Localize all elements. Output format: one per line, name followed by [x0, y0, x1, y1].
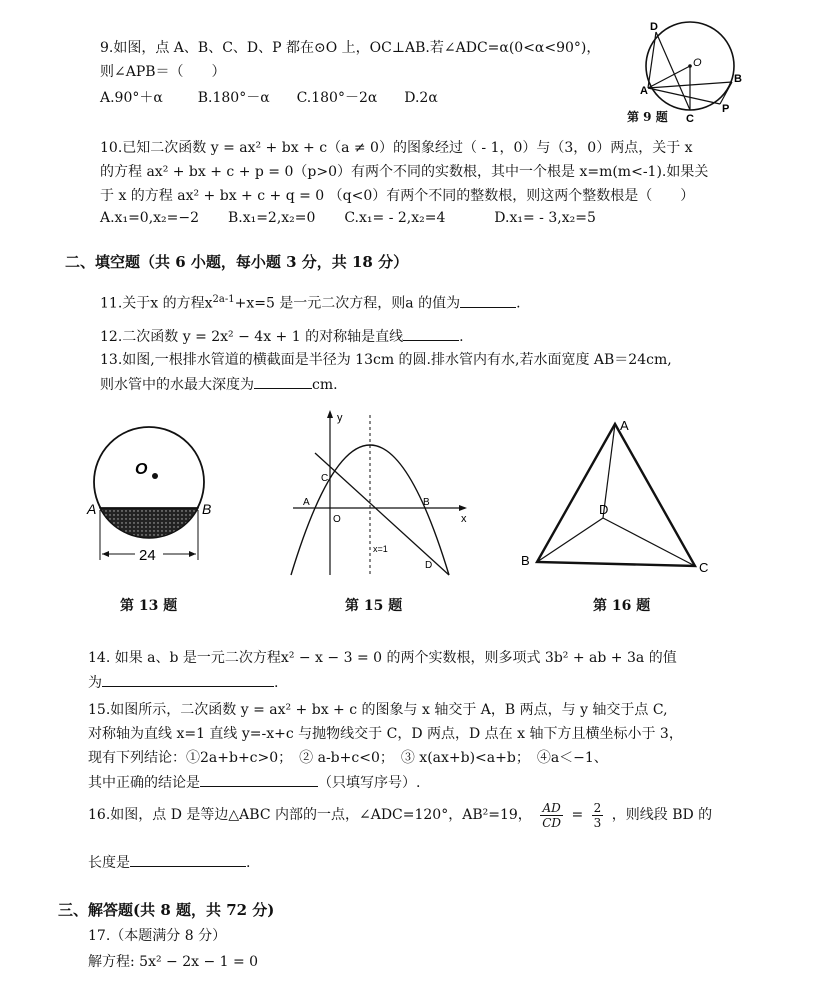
figure-15 [285, 405, 475, 580]
fig13-caption: 第 13 题 [120, 598, 178, 614]
q10-options [100, 208, 596, 228]
q15-line-4-prefix: 其中正确的结论是 [88, 775, 200, 791]
fig15-label-b: B [423, 497, 430, 508]
q11-end: . [516, 295, 521, 312]
q9-option-a: A.90°＋α [100, 90, 163, 106]
fig16-caption: 第 16 题 [593, 598, 651, 614]
q10-line-2: 的方程 ax² + bx + c + p = 0（p>0）有两个不同的实数根，其中一个根是 x=m(m<-1).如果关 [100, 164, 709, 180]
q15-line-4-suffix: （只填写序号）. [318, 775, 421, 791]
q14-end: . [274, 675, 279, 691]
q9-stem-1: 9.如图，点 A、B、C、D、P 都在⊙O 上，OC⊥AB.若∠ADC=α(0<α<90°)， [100, 40, 601, 56]
q11-suffix: +x=5 是一元二次方程，则a 的值为 [234, 295, 461, 312]
fig9-label-a: A [640, 85, 648, 97]
fig13-label-o: O [135, 461, 148, 478]
figure-13 [85, 410, 225, 575]
q16-frac-eq: = [571, 807, 584, 823]
q11-prefix: 11.关于x 的方程x [100, 295, 213, 312]
fig13-label-a: A [87, 501, 97, 517]
q14-line-2-prefix: 为 [88, 675, 102, 691]
q10-line-3: 于 x 的方程 ax² + bx + c + q = 0 （q<0）有两个不同的整数根，则这两个整数根是（ ） [100, 188, 695, 204]
q14-answer-blank[interactable] [102, 672, 274, 687]
figure-16 [515, 410, 715, 580]
q13-line-2 [100, 374, 338, 395]
section-3-title: 三、解答题(共 8 题，共 72 分) [58, 901, 275, 919]
q12-end: . [459, 329, 464, 345]
fig15-caption: 第 15 题 [345, 598, 403, 614]
q14-line-1: 14. 如果 a、b 是一元二次方程x² − x − 3 = 0 的两个实数根，则多项式 3b² + ab + 3a 的值 [88, 650, 677, 666]
q16-line-1 [88, 800, 712, 830]
fig13-label-b: B [202, 501, 212, 517]
q15-line-2: 对称轴为直线 x=1 直线 y=-x+c 与抛物线交于 C，D 两点，D 点在 x 轴下方且横坐标小于 3， [88, 726, 683, 742]
q16-frac-den: CD [542, 815, 562, 830]
q15-line-4 [88, 772, 420, 793]
fig15-label-d: D [425, 560, 433, 571]
fig15-label-c: C [321, 473, 329, 484]
q15-line-1: 15.如图所示，二次函数 y = ax² + bx + c 的图象与 x 轴交于 A，B 两点，与 y 轴交于点 C, [88, 702, 668, 718]
q13-line-1: 13.如图,一根排水管道的横截面是半径为 13cm 的圆.排水管内有水,若水面宽度 AB＝24cm, [100, 352, 672, 368]
fig9-label-d: D [650, 21, 658, 33]
q13-line-2-prefix: 则水管中的水最大深度为 [100, 377, 254, 393]
fig9-label-p: P [722, 103, 730, 115]
q9-options [100, 88, 438, 108]
q13-answer-blank[interactable] [254, 374, 312, 389]
q16-fraction-2-3 [592, 801, 604, 830]
section-2-title: 二、填空题（共 6 小题，每小题 3 分，共 18 分） [65, 253, 409, 271]
q12 [100, 326, 464, 347]
fig16-label-a: A [620, 418, 629, 433]
fig16-label-c: C [699, 560, 709, 575]
fig16-label-d: D [599, 502, 609, 517]
q16-fraction-ad-cd [540, 801, 563, 830]
q17-title: 17.（本题满分 8 分） [88, 928, 227, 944]
q16-end: . [246, 855, 251, 871]
q14-line-2 [88, 672, 278, 693]
q9-option-b: B.180°－α [197, 90, 270, 106]
q10-line-1: 10.已知二次函数 y = ax² + bx + c（a ≠ 0）的图象经过（ - 1，0）与（3，0）两点，关于 x [100, 140, 693, 156]
q9-stem-2: 则∠APB＝（ ） [100, 64, 226, 80]
fig13-label-width: 24 [139, 547, 156, 564]
fig9-caption: 第 9 题 [627, 110, 668, 124]
fig9-label-c: C [686, 113, 694, 125]
q16-line-1-prefix: 16.如图，点 D 是等边△ABC 内部的一点，∠ADC=120°，AB²=19， [88, 807, 532, 823]
q16-line-2-prefix: 长度是 [88, 855, 130, 871]
q15-line-3: 现有下列结论：①2a+b+c>0； ② a-b+c<0； ③ x(ax+b)<a+b； ④a＜−1、 [88, 750, 608, 766]
q10-option-c: C.x₁= - 2,x₂=4 [344, 210, 446, 226]
q16-line-1-suffix: ，则线段 BD 的 [611, 807, 713, 823]
q10-option-b: B.x₁=2,x₂=0 [227, 210, 316, 226]
q12-prefix: 12.二次函数 y = 2x² − 4x + 1 的对称轴是直线 [100, 329, 404, 345]
q11 [100, 290, 521, 314]
fig15-label-axis: x=1 [373, 544, 388, 554]
q16-frac2-num: 2 [593, 800, 602, 815]
q15-answer-blank[interactable] [200, 772, 318, 787]
fig15-label-y: y [337, 412, 343, 424]
q11-answer-blank[interactable] [460, 293, 516, 308]
fig15-label-o: O [333, 514, 341, 525]
q13-line-2-suffix: cm. [312, 377, 338, 393]
q16-line-2 [88, 852, 250, 873]
q10-option-d: D.x₁= - 3,x₂=5 [494, 210, 596, 226]
q9-option-c: C.180°－2α [296, 90, 378, 106]
fig16-label-b: B [521, 553, 530, 568]
q16-frac-num: AD [540, 801, 563, 816]
q17-task: 解方程: 5x² − 2x − 1 = 0 [88, 954, 259, 970]
q9-option-d: D.2α [404, 90, 438, 106]
q11-exponent: 2a-1 [212, 294, 235, 305]
q16-frac2-den: 3 [593, 815, 602, 830]
q16-answer-blank[interactable] [130, 852, 246, 867]
q10-option-a: A.x₁=0,x₂=−2 [100, 210, 200, 226]
q12-answer-blank[interactable] [403, 326, 459, 341]
fig9-label-b: B [734, 73, 742, 85]
fig15-label-x: x [461, 513, 467, 525]
fig15-label-a: A [303, 497, 310, 508]
fig9-label-o: O [693, 57, 702, 69]
